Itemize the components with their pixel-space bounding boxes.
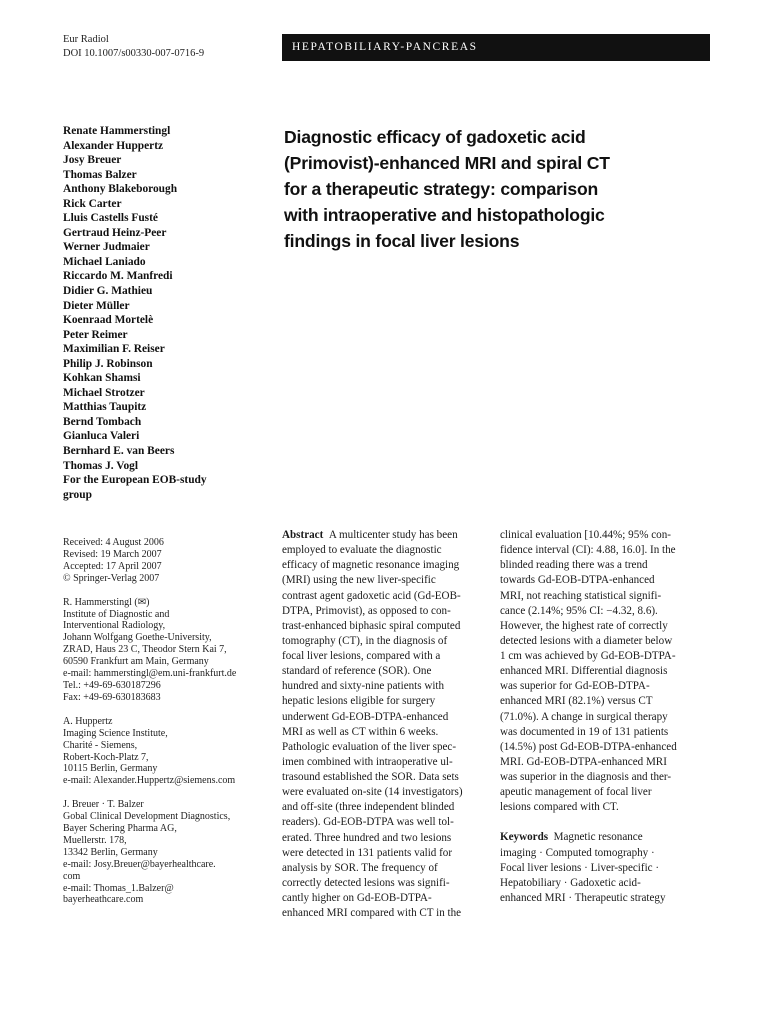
affiliation-line: J. Breuer · T. Balzer <box>63 799 144 811</box>
abstract-line: fidence interval (CI): 4.88, 16.0]. In the <box>500 544 676 557</box>
abstract-line: detected lesions with a diameter below <box>500 634 673 647</box>
abstract-line: MRI, not reaching statistical signifi- <box>500 589 662 602</box>
study-group: group <box>63 488 92 501</box>
affiliation-line: A. Huppertz <box>63 715 113 727</box>
abstract-line: readers). Gd-EOB-DTPA was well tol- <box>282 816 454 829</box>
abstract-column-left <box>282 528 492 921</box>
affiliation-line: Interventional Radiology, <box>63 620 166 632</box>
abstract-line: analysis by SOR. The frequency of <box>282 861 438 874</box>
abstract-line: (71.0%). A change in surgical therapy <box>500 710 668 723</box>
email-link[interactable]: com <box>63 870 81 882</box>
email-link[interactable]: e-mail: hammerstingl@em.uni-frankfurt.de <box>63 668 237 680</box>
keywords-line: enhanced MRI · Therapeutic strategy <box>500 891 666 904</box>
title-line: findings in focal liver lesions <box>284 231 520 251</box>
author: Michael Strotzer <box>63 386 145 399</box>
article-info <box>63 537 278 918</box>
abstract-line: focal liver lesions, compared with a <box>282 650 441 662</box>
spacer <box>500 815 710 830</box>
abstract-text: A multicenter study has been <box>328 529 458 541</box>
author: Philip J. Robinson <box>63 357 153 370</box>
abstract-line: lesions compared with CT. <box>500 801 619 814</box>
title-line: Diagnostic efficacy of gadoxetic acid <box>284 127 586 147</box>
email-link[interactable]: e-mail: Thomas_1.Balzer@ <box>63 882 174 894</box>
study-group: For the European EOB-study <box>63 474 207 487</box>
abstract-line: apeutic management of focal liver <box>500 786 652 799</box>
article-title <box>284 124 714 254</box>
abstract-line: correctly detected lesions was signifi- <box>282 876 450 889</box>
keywords-line: imaging · Computed tomography · <box>500 846 655 859</box>
abstract-line: efficacy of magnetic resonance imaging <box>282 559 460 572</box>
keywords-label: Keywords <box>500 831 549 844</box>
section-banner: HEPATOBILIARY-PANCREAS <box>282 34 710 61</box>
abstract-line: underwent Gd-EOB-DTPA-enhanced <box>282 710 449 723</box>
copyright: © Springer-Verlag 2007 <box>63 572 160 584</box>
author: Matthias Taupitz <box>63 401 147 414</box>
abstract-line: clinical evaluation [10.44%; 95% con- <box>500 529 671 541</box>
author: Maximilian F. Reiser <box>63 343 165 356</box>
abstract-line: enhanced MRI. Differential diagnosis <box>500 665 668 678</box>
author: Anthony Blakeborough <box>63 183 178 196</box>
abstract-line: DTPA, Primovist), as opposed to con- <box>282 604 451 617</box>
author: Bernhard E. van Beers <box>63 445 175 458</box>
author: Kohkan Shamsi <box>63 372 141 385</box>
author: Michael Laniado <box>63 255 146 268</box>
email-link[interactable]: bayerheathcare.com <box>63 894 144 906</box>
keywords-text: Magnetic resonance <box>553 831 643 844</box>
abstract-line: enhanced MRI (82.1%) versus CT <box>500 695 653 708</box>
abstract-line: (14.5%) post Gd-EOB-DTPA-enhanced <box>500 740 677 753</box>
abstract-line: blinded reading there was a trend <box>500 559 648 572</box>
abstract-column-right <box>500 528 710 906</box>
abstract-line: cantly higher on Gd-EOB-DTPA- <box>282 892 432 904</box>
keywords-first-line <box>500 830 710 845</box>
title-line: for a therapeutic strategy: comparison <box>284 179 599 199</box>
affiliation-line: 10115 Berlin, Germany <box>63 763 158 775</box>
abstract-line: towards Gd-EOB-DTPA-enhanced <box>500 574 655 587</box>
affiliation-line: 13342 Berlin, Germany <box>63 846 158 858</box>
author: Dieter Müller <box>63 299 130 312</box>
keywords-line: Hepatobiliary · Gadoxetic acid- <box>500 876 641 889</box>
author: Thomas Balzer <box>63 168 137 181</box>
doi: DOI 10.1007/s00330-007-0716-9 <box>63 48 205 59</box>
affiliation-line: Gobal Clinical Development Diagnostics, <box>63 811 231 823</box>
affiliation-line: Bayer Schering Pharma AG, <box>63 823 177 835</box>
author: Bernd Tombach <box>63 415 142 428</box>
abstract-line: MRI as well as CT within 6 weeks. <box>282 725 439 738</box>
affiliation-line: 60590 Frankfurt am Main, Germany <box>63 656 209 668</box>
abstract-label: Abstract <box>282 529 324 541</box>
author: Werner Judmaier <box>63 241 150 254</box>
abstract-line: erated. Three hundred and two lesions <box>282 831 452 844</box>
affiliation-line: Johann Wolfgang Goethe-University, <box>63 632 212 644</box>
author: Renate Hammerstingl <box>63 125 171 137</box>
abstract-line: trast-enhanced biphasic spiral computed <box>282 619 461 632</box>
abstract-line: imen combined with intraoperative ul- <box>282 755 453 768</box>
abstract-line: (MRI) using the new liver-specific <box>282 574 436 587</box>
email-link[interactable]: e-mail: Josy.Breuer@bayerhealthcare. <box>63 858 216 870</box>
abstract-line: employed to evaluate the diagnostic <box>282 544 442 557</box>
journal-meta <box>63 33 204 61</box>
author: Gianluca Valeri <box>63 430 140 443</box>
author: Riccardo M. Manfredi <box>63 270 173 283</box>
email-link[interactable]: e-mail: Alexander.Huppertz@siemens.com <box>63 775 236 787</box>
affiliation-line: R. Hammerstingl (✉) <box>63 596 150 608</box>
author: Alexander Huppertz <box>63 139 164 152</box>
abstract-line: standard of reference (SOR). One <box>282 665 432 678</box>
affiliation <box>63 597 278 704</box>
affiliation-line: Charité - Siemens, <box>63 739 138 751</box>
received-date: Received: 4 August 2006 <box>63 537 164 548</box>
author: Gertraud Heinz-Peer <box>63 226 167 239</box>
affiliation <box>63 799 278 906</box>
affiliation-line: Muellerstr. 178, <box>63 834 127 846</box>
accepted-date: Accepted: 17 April 2007 <box>63 560 162 572</box>
affiliation <box>63 716 278 787</box>
abstract-line: cance (2.14%; 95% CI: −4.32, 8.6). <box>500 604 658 617</box>
affiliation-line: Tel.: +49-69-630187296 <box>63 679 161 691</box>
article-history <box>63 537 278 585</box>
affiliation-line: Fax: +49-69-630183683 <box>63 691 161 703</box>
abstract-first-line <box>282 528 492 543</box>
abstract-line: However, the highest rate of correctly <box>500 619 668 632</box>
abstract-line: and off-site (three independent blinded <box>282 801 455 814</box>
author: Peter Reimer <box>63 328 128 341</box>
title-line: (Primovist)-enhanced MRI and spiral CT <box>284 153 610 173</box>
abstract-line: MRI. Gd-EOB-DTPA-enhanced MRI <box>500 755 667 768</box>
abstract-line: tomography (CT), in the diagnosis of <box>282 634 448 647</box>
abstract-line: was superior for Gd-EOB-DTPA- <box>500 680 650 693</box>
abstract-line: contrast agent gadoxetic acid (Gd-EOB- <box>282 589 461 602</box>
author: Rick Carter <box>63 197 122 210</box>
affiliation-line: Institute of Diagnostic and <box>63 608 170 620</box>
keywords-line: Focal liver lesions · Liver-specific · <box>500 861 660 874</box>
abstract-line: Pathologic evaluation of the liver spec- <box>282 740 457 753</box>
author: Josy Breuer <box>63 154 122 167</box>
abstract-line: hepatic lesions eligible for surgery <box>282 695 436 708</box>
author: Thomas J. Vogl <box>63 459 139 472</box>
abstract-line: trasound established the SOR. Data sets <box>282 771 459 783</box>
abstract-line: was superior in the diagnosis and ther- <box>500 771 672 783</box>
author: Didier G. Mathieu <box>63 285 153 298</box>
author: Koenraad Mortelè <box>63 314 154 327</box>
abstract-line: were detected in 131 patients valid for <box>282 846 453 859</box>
affiliation-line: ZRAD, Haus 23 C, Theodor Stern Kai 7, <box>63 644 227 656</box>
revised-date: Revised: 19 March 2007 <box>63 548 162 560</box>
title-line: with intraoperative and histopathologic <box>284 205 605 225</box>
author: Lluis Castells Fusté <box>63 212 158 225</box>
abstract-line: were evaluated on-site (14 investigators) <box>282 786 463 799</box>
abstract-line: enhanced MRI compared with CT in the <box>282 907 462 920</box>
journal-name: Eur Radiol <box>63 34 109 45</box>
affiliation-line: Robert-Koch-Platz 7, <box>63 751 149 763</box>
abstract-line: 1 cm was achieved by Gd-EOB-DTPA- <box>500 650 676 662</box>
abstract-line: was documented in 19 of 131 patients <box>500 725 669 738</box>
affiliation-line: Imaging Science Institute, <box>63 727 168 739</box>
author-list <box>63 124 273 502</box>
abstract-line: hundred and sixty-nine patients with <box>282 680 445 693</box>
